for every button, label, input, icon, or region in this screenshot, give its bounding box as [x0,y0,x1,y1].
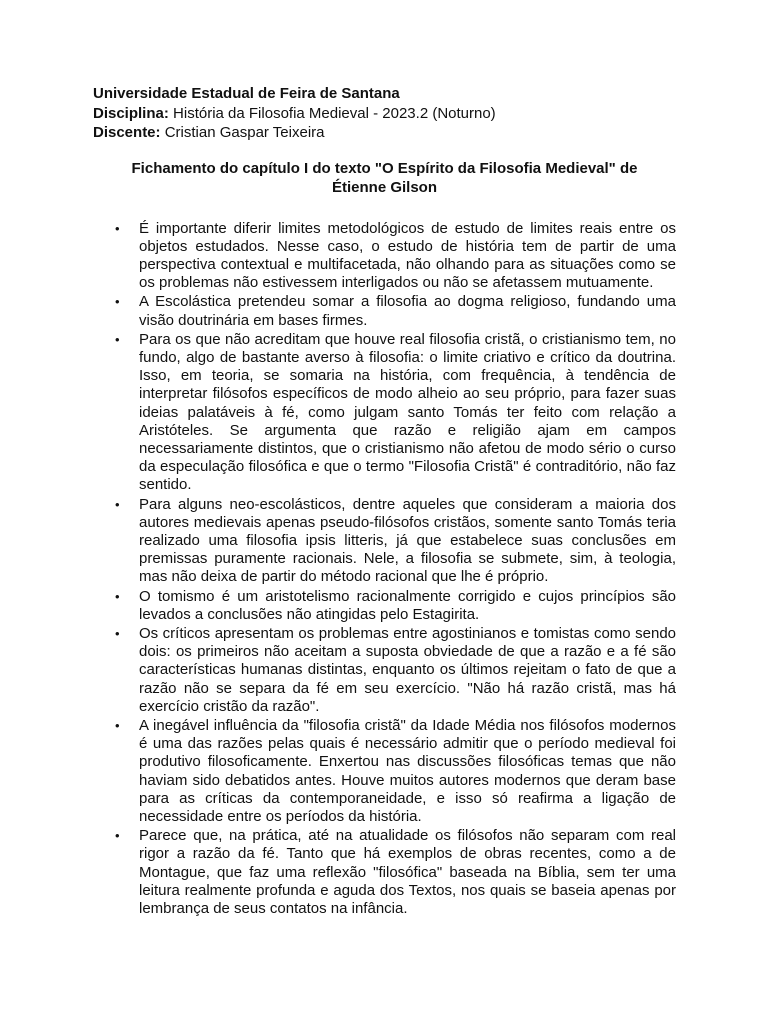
bullet-icon: • [115,220,120,236]
discipline-line [93,104,676,124]
list-item [93,220,676,293]
student-value: Cristian Gaspar Teixeira [164,124,325,141]
bullet-icon: • [115,828,120,844]
bullet-icon: • [115,717,120,733]
bullet-icon: • [115,588,120,604]
list-item [93,717,676,826]
list-item [93,625,676,716]
list-item [93,827,676,918]
list-item-text: A Escolástica pretendeu somar a filosofia ao dogma religioso, fundando uma visão doutrinária em bases firmes. [139,293,676,329]
document-page [93,84,676,919]
list-item-text: A inegável influência da "filosofia cristã" da Idade Média nos filósofos modernos é uma das razões pelas quais é necessário admitir que o período medieval foi produtivo filosoficamente. Enxertou nas discussões filosóficas temas que não haviam sido debatidos antes. Houve muitos autores modernos que deram base para as críticas da contemporaneidade, e isso só reafirma a ligação de necessidade entre os períodos da história. [139,716,676,825]
discipline-label: Disciplina: [93,104,169,122]
bullet-icon: • [115,496,120,512]
discipline-value: História da Filosofia Medieval - 2023.2 (Noturno) [173,104,496,122]
document-title-line-2: Étienne Gilson [331,179,437,196]
bullet-icon: • [115,625,120,641]
list-item-text: Para alguns neo-escolásticos, dentre aqueles que consideram a maioria dos autores medievais apenas pseudo-filósofos cristãos, somente santo Tomás teria realizado uma filosofia ipsis litteris, já que estabelece suas conclusões em premissas puramente racionais. Nele, a filosofia se submete, sim, à teologia, mas não deixa de partir do método racional que lhe é próprio. [139,495,676,586]
list-item [93,331,676,495]
list-item-text: Para os que não acreditam que houve real filosofia cristã, o cristianismo tem, no fundo, algo de bastante averso à filosofia: o limite criativo e crítico da doutrina. Isso, em teoria, se somaria na história, com frequência, à tendência de interpretar filósofos específicos de modo alheio ao seu próprio, para fazer suas ideias palatáveis à fé, como julgam santo Tomás ter feito com relação a Aristóteles. Se argumenta que razão e religião ajam em campos necessariamente distintos, que o cristianismo não afetou de modo sério o curso da especulação filosófica e que o termo "Filosofia Cristã" é contraditório, não faz sentido. [139,330,676,494]
list-item-text: Os críticos apresentam os problemas entre agostinianos e tomistas como sendo dois: os primeiros não aceitam a suposta obviedade de que a razão e a fé são características humanas distintas, enquanto os últimos rejeitam o fato de que a razão não se separa da fé em seu exercício. "Não há razão cristã, mas há exercício cristão da razão". [139,624,676,715]
student-line [93,123,676,143]
list-item-text: É importante diferir limites metodológicos de estudo de limites reais entre os objetos estudados. Nesse caso, o estudo de história tem de partir de uma perspectiva contextual e multifacetada, não olhando para as situações como se os problemas não estivessem interligados ou não se afetassem mutuamente. [139,219,676,292]
document-title-line-1: Fichamento do capítulo I do texto "O Espírito da Filosofia Medieval" de [131,159,638,177]
bullet-icon: • [115,331,120,347]
list-item [93,588,676,624]
university-name: Universidade Estadual de Feira de Santana [93,85,400,102]
list-item [93,496,676,587]
list-item [93,293,676,329]
document-title [93,159,676,198]
list-item-text: O tomismo é um aristotelismo racionalmente corrigido e cujos princípios são levados a conclusões não atingidas pelo Estagirita. [139,587,676,623]
notes-list [93,220,676,919]
list-item-text: Parece que, na prática, até na atualidade os filósofos não separam com real rigor a razão da fé. Tanto que há exemplos de obras recentes, como a de Montague, que faz uma reflexão "filosófica" baseada na Bíblia, sem ter uma leitura realmente profunda e aguda dos Textos, nos quais se baseia apenas por lembrança de seus contatos na infância. [139,827,676,918]
bullet-icon: • [115,294,120,310]
student-label: Discente: [93,124,161,141]
